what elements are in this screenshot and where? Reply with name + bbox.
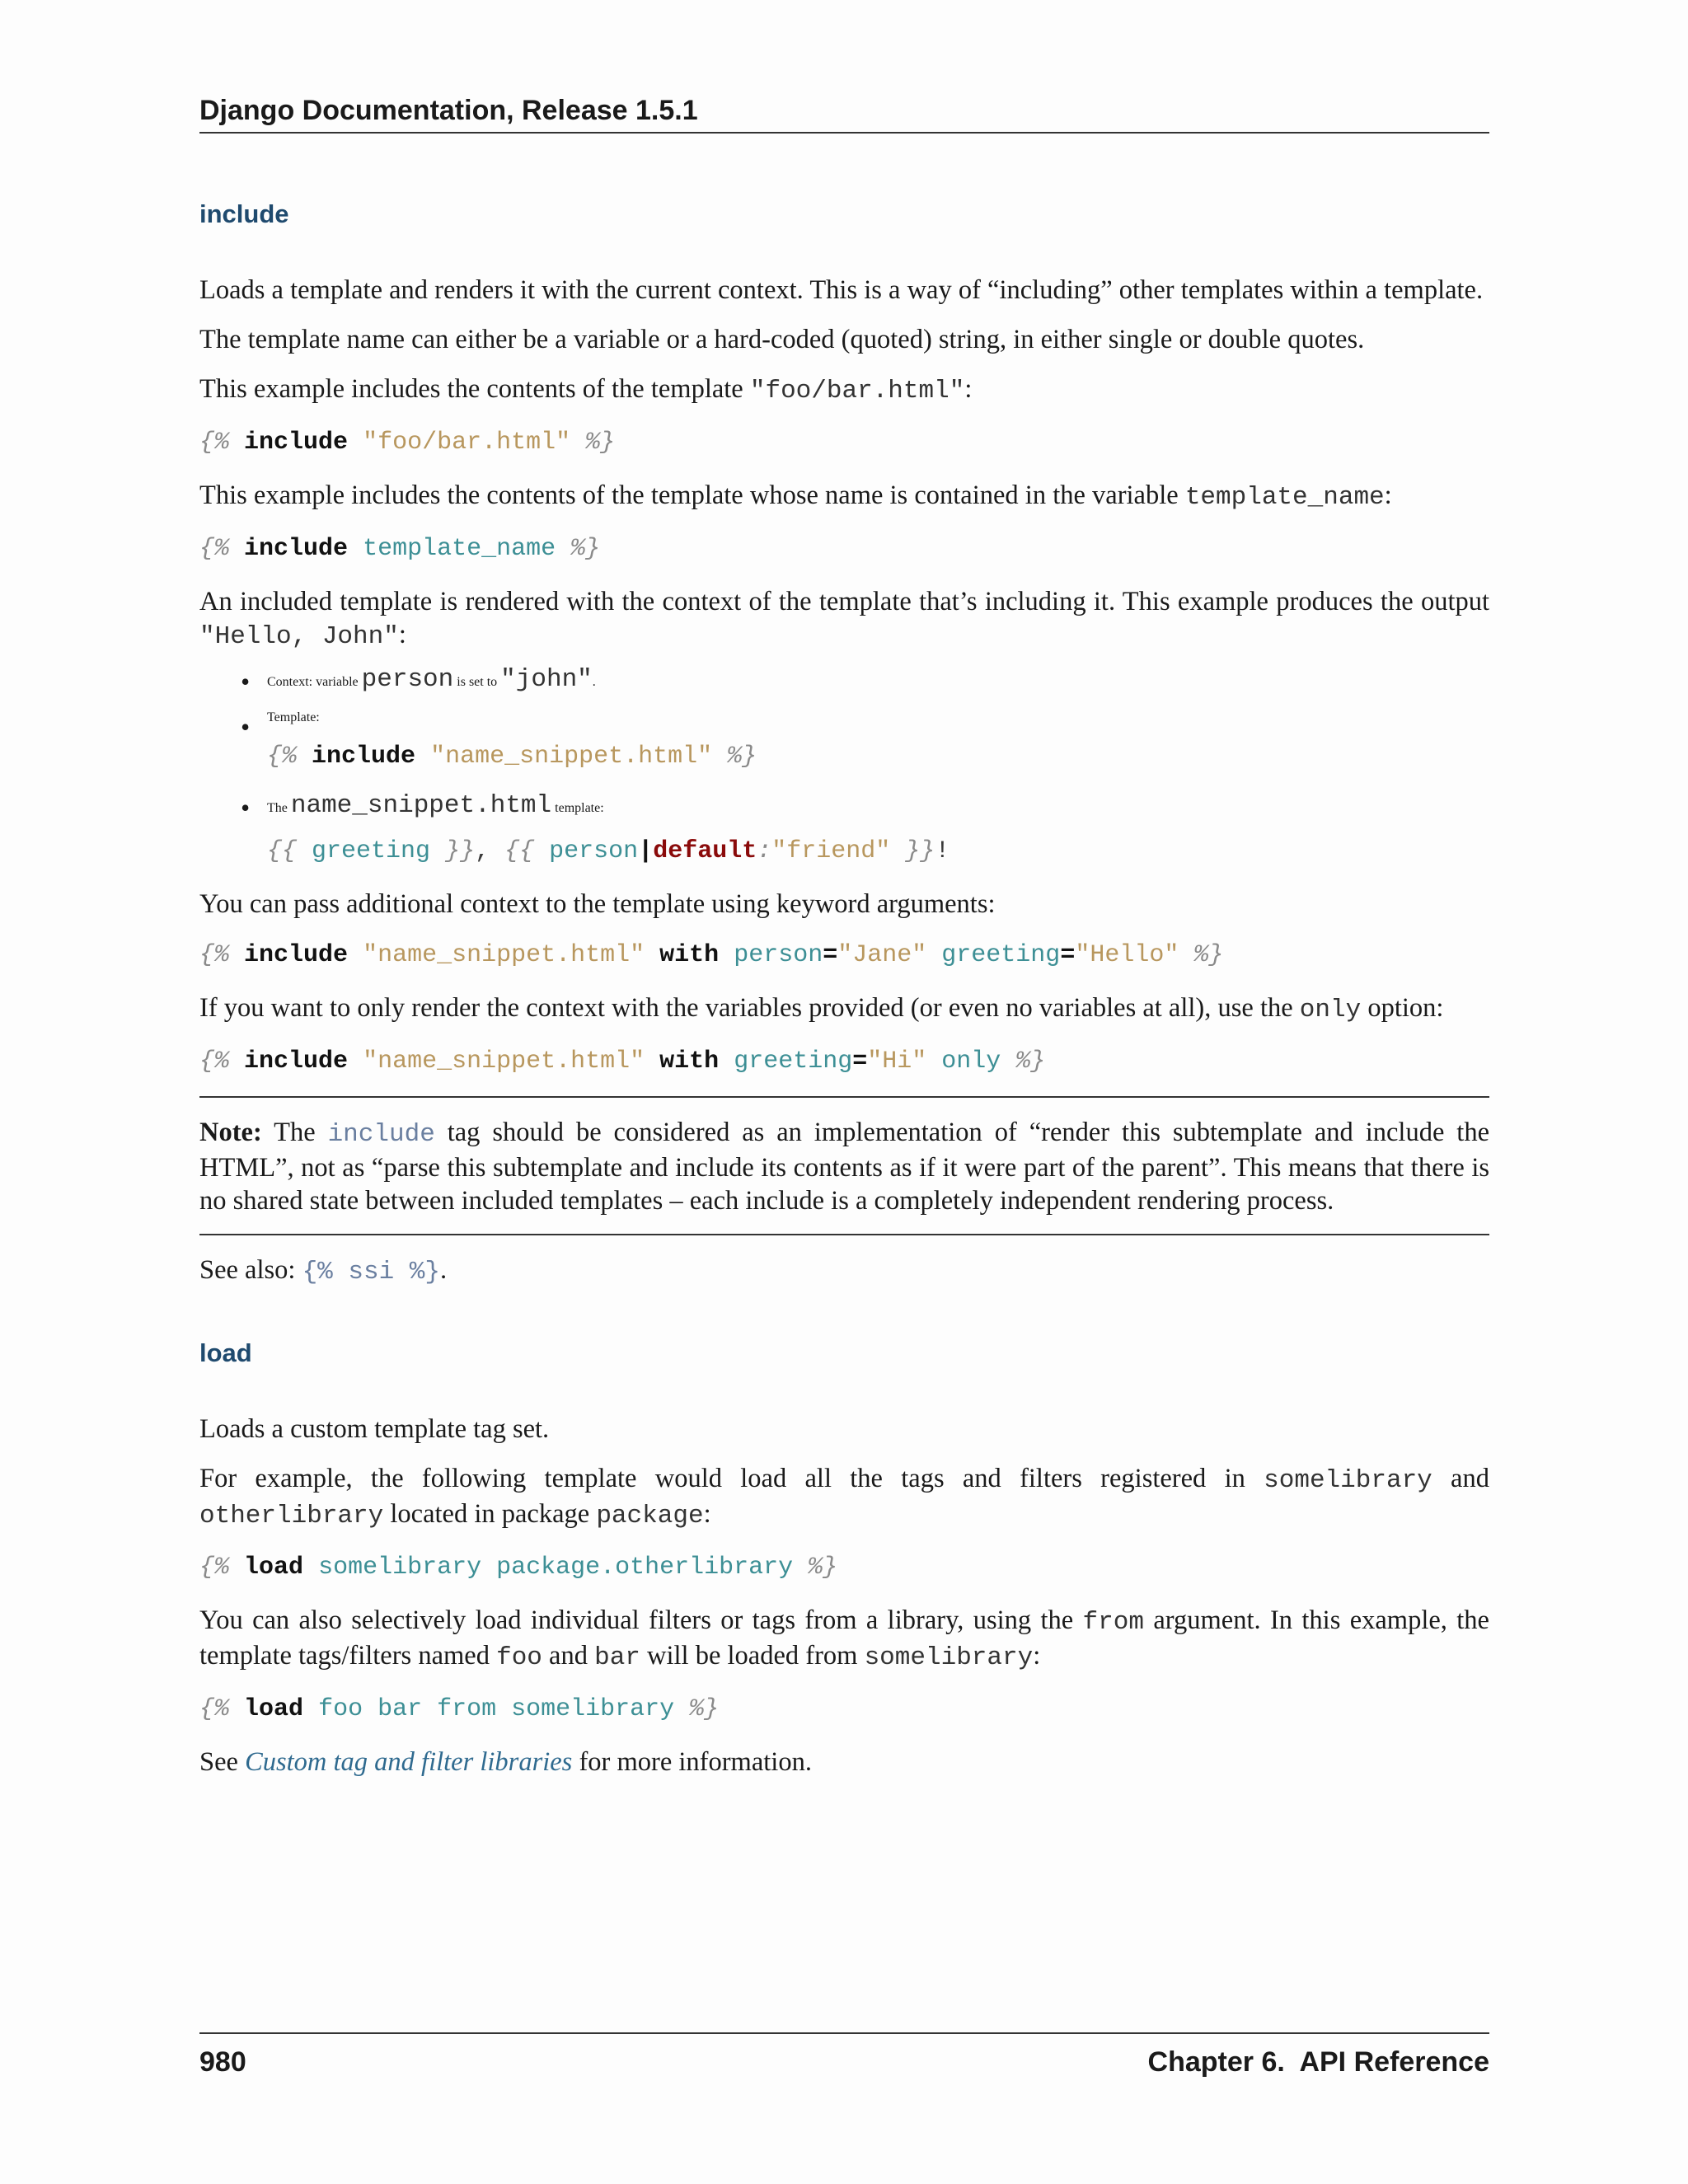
load-paragraph-4: See Custom tag and filter libraries for more information. [199, 1747, 812, 1777]
note-box [199, 1096, 1489, 1235]
code-block-load: {% load somelibrary package.otherlibrary %} [199, 1554, 838, 1582]
header-title: Django Documentation, Release 1.5.1 [199, 95, 698, 126]
load-paragraph-1: Loads a custom template tag set. [199, 1414, 550, 1444]
include-paragraph-2: The template name can either be a variable or a hard-coded (quoted) string, in either single or double quotes. [199, 325, 1365, 354]
inline-code: "Hello, John" [199, 622, 399, 651]
running-header [199, 92, 1489, 134]
list-item: • Context: variable person is set to "john". [241, 665, 596, 696]
section-heading-include: include [199, 199, 289, 228]
include-paragraph-4: This example includes the contents of the template whose name is contained in the variable template_name: [199, 480, 1392, 512]
load-paragraph-2: For example, the following template would load all the tags and filters registered in somelibrary and otherlibrary located in package package: [199, 1464, 1489, 1530]
see-also: See also: {% ssi %}. [199, 1255, 448, 1286]
see-also-link[interactable]: {% ssi %} [302, 1258, 440, 1286]
code-block-include-snippet: {% include "name_snippet.html" %} [267, 743, 757, 771]
include-paragraph-5: An included template is rendered with the context of the template that’s including it. This example produces the output "Hello, John": [199, 587, 1489, 651]
custom-tag-libraries-link[interactable]: Custom tag and filter libraries [245, 1747, 573, 1777]
include-paragraph-7: If you want to only render the context with the variables provided (or even no variables at all), use the only option: [199, 993, 1444, 1024]
code-block-include-only: {% include "name_snippet.html" with greeting="Hi" only %} [199, 1047, 1046, 1076]
code-block-snippet-template: {{ greeting }}, {{ person|default:"friend" }}! [267, 837, 950, 865]
note-text: Note: The include tag should be considered as an implementation of “render this subtemplate and include the HTML”, not as “parse this subtemplate and include its contents as if it were part of the parent”. This means that there is no shared state between included templates – each include is a completely independent rendering process. [199, 1118, 1489, 1216]
note-label: Note: [199, 1118, 262, 1147]
chapter-title: Chapter 6. API Reference [1147, 2046, 1489, 2078]
list-item: • The name_snippet.html template: {{ greeting }}, {{ person|default:"friend" }}! [199, 791, 1489, 868]
code-block-include-variable: {% include template_name %} [199, 535, 601, 563]
code-block-include-with: {% include "name_snippet.html" with person="Jane" greeting="Hello" %} [199, 941, 1224, 969]
include-paragraph-6: You can pass additional context to the template using keyword arguments: [199, 889, 996, 919]
section-heading-load: load [199, 1338, 252, 1367]
include-paragraph-3: This example includes the contents of the template "foo/bar.html": [199, 374, 973, 405]
inline-code: "foo/bar.html" [749, 377, 965, 405]
inline-code: template_name [1184, 483, 1385, 512]
example-list [199, 665, 1489, 868]
code-block-include-foo: {% include "foo/bar.html" %} [199, 429, 616, 457]
load-paragraph-3: You can also selectively load individual filters or tags from a library, using the from argument. In this example, the template tags/filters named foo and bar will be loaded from somelibrary: [199, 1605, 1489, 1672]
include-paragraph-1: Loads a template and renders it with the current context. This is a way of “including” other templates within a template. [199, 275, 1484, 305]
page-number: 980 [199, 2046, 246, 2078]
page-content [199, 198, 1489, 1779]
code-block-load-from: {% load foo bar from somelibrary %} [199, 1695, 720, 1723]
running-footer [199, 2032, 1489, 2080]
list-item: • Template: {% include "name_snippet.html" %} [199, 710, 1489, 773]
